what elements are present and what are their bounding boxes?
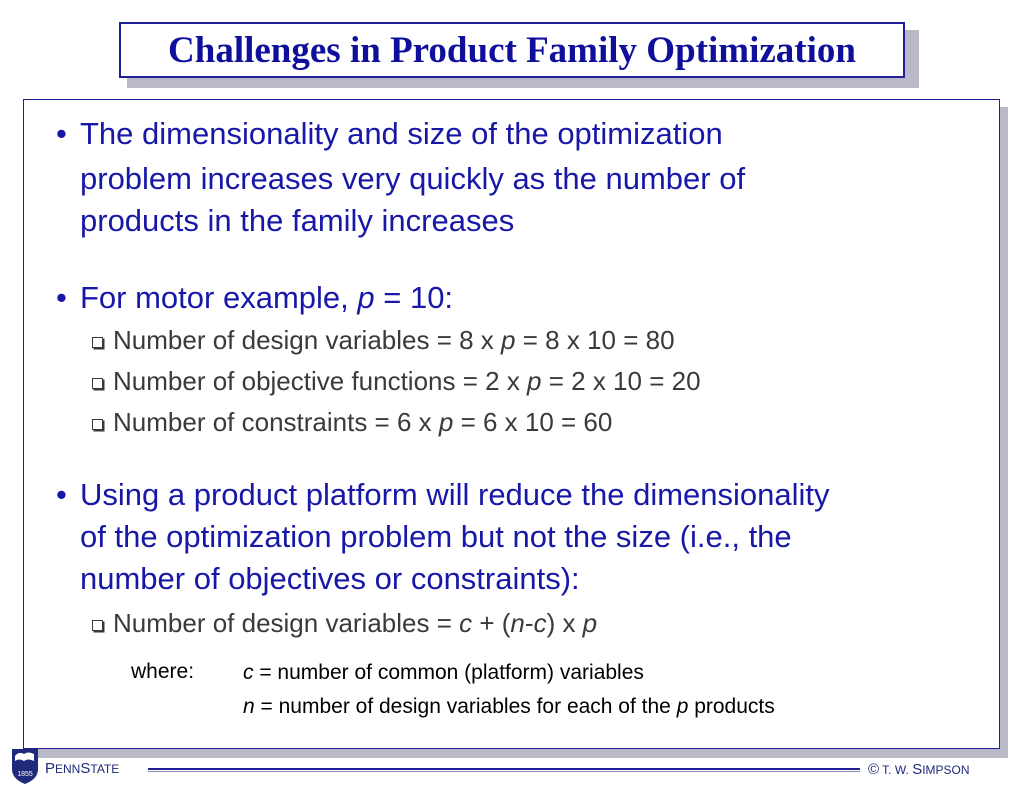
definition-text: products: [688, 695, 775, 718]
footer-rule-shadow: [148, 771, 860, 772]
definition-n: [243, 695, 775, 719]
definition-text: = number of common (platform) variables: [253, 661, 644, 684]
sub-bullet-text: = 2 x 10 = 20: [541, 366, 701, 396]
bullet-text: = 10:: [374, 280, 454, 315]
sub-bullet-text: -: [524, 608, 534, 638]
penn-state-wordmark: [45, 760, 119, 777]
sub-bullet-constraints: [92, 406, 612, 438]
bullet-line: of the optimization problem but not the size (i.e., the: [80, 519, 792, 554]
bullet-line: Using a product platform will reduce the dimensionality: [80, 477, 830, 512]
sub-bullet-text: = 6 x 10 = 60: [453, 407, 613, 437]
penn-state-shield-logo: [10, 747, 40, 785]
sub-bullet-objective-functions: [92, 365, 701, 397]
checkbox-bullet-icon: [92, 337, 103, 348]
variable-p: p: [501, 325, 516, 355]
variable-p: p: [582, 608, 598, 638]
where-label: where:: [131, 660, 195, 683]
sub-bullet-text: Number of constraints = 6 x: [113, 407, 439, 437]
bullet-line: products in the family increases: [80, 203, 515, 238]
checkbox-bullet-icon: [92, 378, 103, 389]
bullet-text: For motor example,: [80, 280, 358, 315]
variable-p: p: [527, 366, 542, 396]
variable-c: c: [243, 661, 254, 684]
bullet-marker: •: [56, 116, 67, 151]
sub-bullet-text: + (: [472, 608, 511, 638]
bullet-line: problem increases very quickly as the number of: [80, 161, 746, 196]
sub-bullet-text: Number of design variables = 8 x: [113, 325, 502, 355]
author-text: IMPSON: [922, 763, 970, 777]
checkbox-bullet-icon: [92, 419, 103, 430]
brand-text: S: [80, 760, 91, 777]
footer-rule: [148, 768, 860, 770]
variable-p: p: [357, 280, 375, 315]
variable-p: p: [438, 407, 454, 437]
author-text: T. W.: [879, 763, 913, 777]
copyright-symbol: ©: [868, 761, 880, 778]
sub-bullet-platform-design-variables: [92, 607, 597, 639]
title-box: [119, 22, 905, 78]
bullet-marker: •: [56, 280, 67, 315]
bullet-marker: •: [56, 477, 67, 512]
brand-text: ENN: [55, 762, 81, 776]
brand-text: P: [45, 760, 56, 777]
definition-c: [243, 661, 644, 685]
definition-text: = number of design variables for each of the: [254, 695, 677, 718]
sub-bullet-text: ) x: [546, 608, 583, 638]
variable-c: c: [459, 608, 473, 638]
variable-n: n: [243, 695, 255, 718]
copyright: [868, 761, 970, 778]
logo-year: 1855: [17, 771, 33, 778]
sub-bullet-text: = 8 x 10 = 80: [515, 325, 675, 355]
brand-text: TATE: [90, 762, 120, 776]
checkbox-bullet-icon: [92, 620, 103, 631]
sub-bullet-text: Number of objective functions = 2 x: [113, 366, 528, 396]
sub-bullet-text: Number of design variables =: [113, 608, 460, 638]
bullet-line: number of objectives or constraints):: [80, 561, 580, 596]
variable-c: c: [533, 608, 547, 638]
slide-title: Challenges in Product Family Optimization: [168, 29, 856, 71]
author-text: S: [912, 761, 923, 778]
sub-bullet-design-variables: [92, 324, 675, 356]
variable-p: p: [676, 695, 689, 718]
variable-n: n: [510, 608, 525, 638]
bullet-line: The dimensionality and size of the optimization: [80, 116, 723, 151]
bullet-line: [80, 277, 453, 318]
